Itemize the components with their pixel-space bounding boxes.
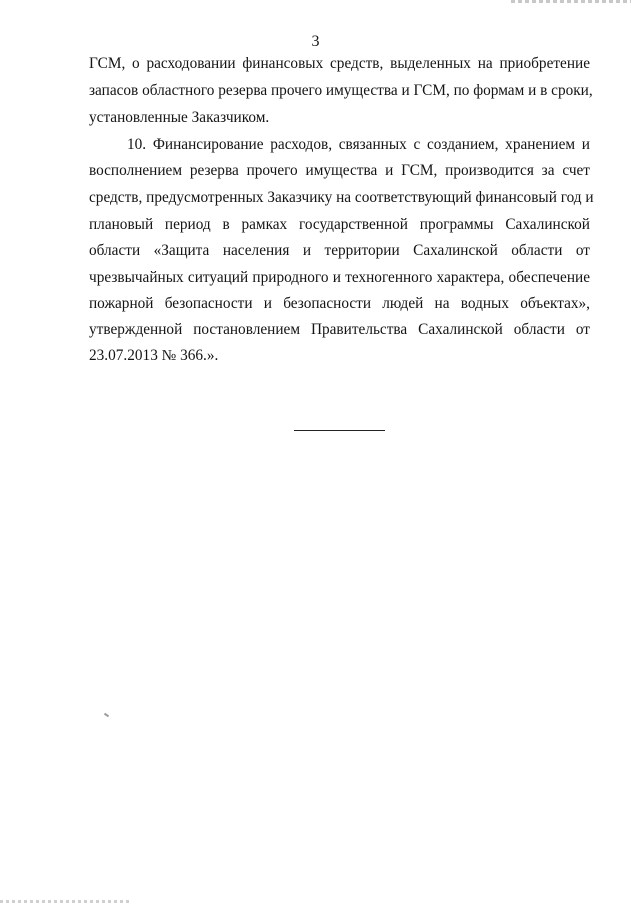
- text-line-12: 23.07.2013 № 366.».: [89, 347, 219, 364]
- scan-mark-top: [511, 0, 631, 3]
- text-line-5: восполнением резерва прочего имущества и ГСМ, производится за счет: [89, 162, 590, 179]
- page-number: 3: [311, 33, 320, 50]
- text-line-9: чрезвычайных ситуаций природного и техногенного характера, обеспечение: [89, 269, 590, 286]
- text-line-8: области «Защита населения и территории Сахалинской области от: [89, 242, 590, 259]
- separator-line: [294, 430, 385, 431]
- text-line-1: ГСМ, о расходовании финансовых средств, выделенных на приобретение: [89, 55, 590, 72]
- scan-mark-bottom: [0, 900, 130, 903]
- text-line-6: средств, предусмотренных Заказчику на соответствующий финансовый год и: [89, 189, 594, 206]
- text-line-2: запасов областного резерва прочего имущества и ГСМ, по формам и в сроки,: [89, 82, 593, 99]
- scan-speck: [104, 713, 109, 718]
- text-line-3: установленные Заказчиком.: [89, 109, 270, 126]
- text-line-4: 10. Финансирование расходов, связанных с созданием, хранением и: [127, 136, 590, 153]
- text-line-7: плановый период в рамках государственной программы Сахалинской: [89, 216, 590, 233]
- text-line-10: пожарной безопасности и безопасности людей на водных объектах»,: [89, 295, 590, 312]
- text-line-11: утвержденной постановлением Правительства Сахалинской области от: [89, 321, 590, 338]
